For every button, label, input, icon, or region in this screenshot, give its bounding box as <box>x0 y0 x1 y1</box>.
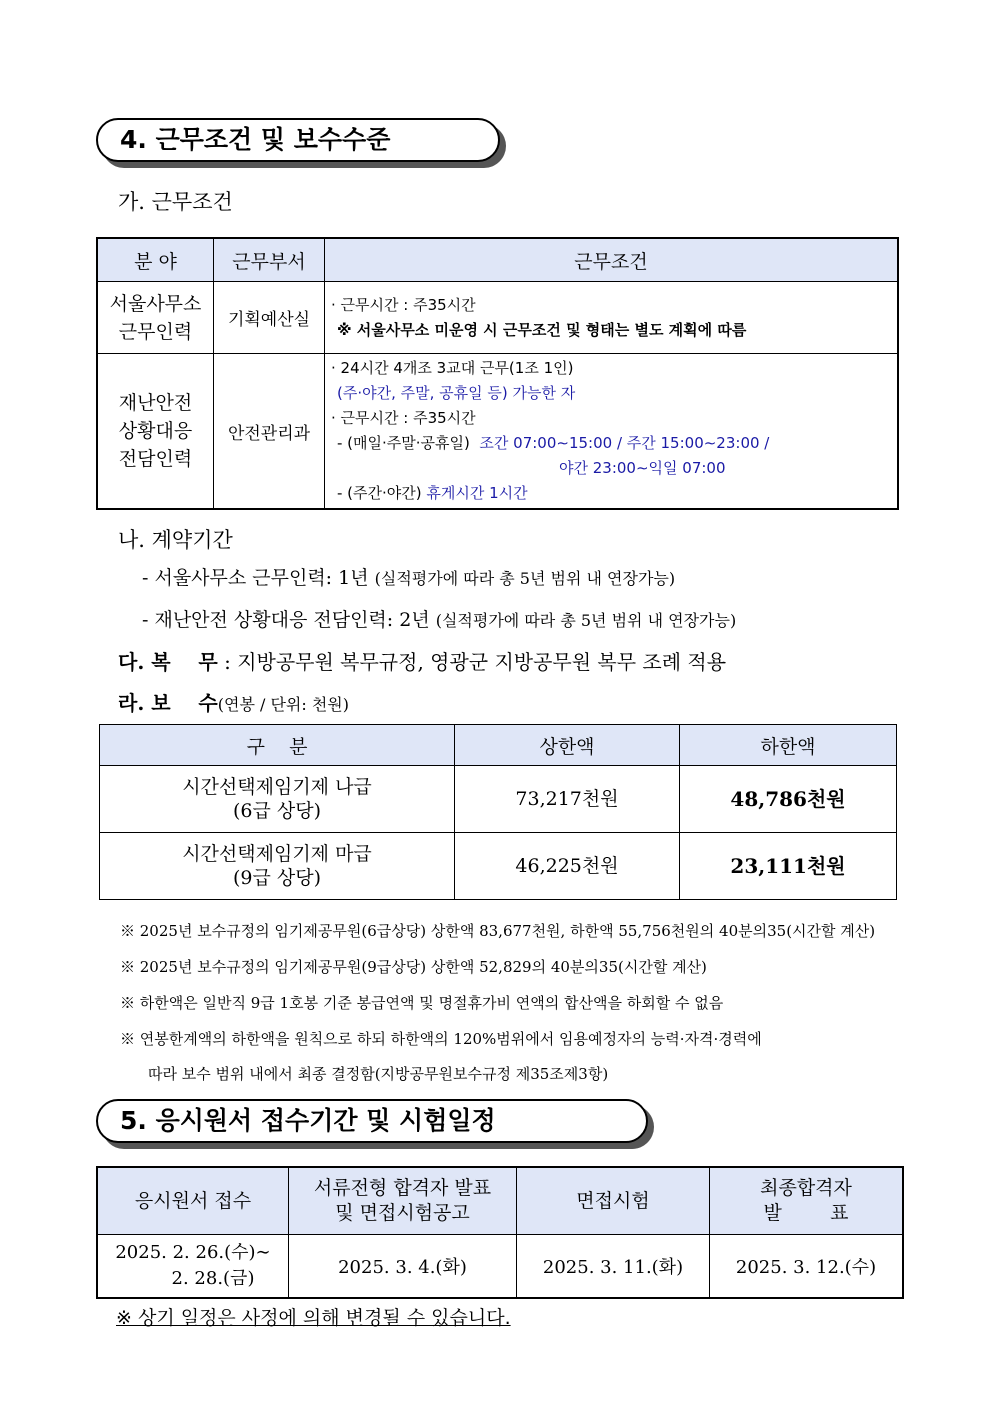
pay-note-3: ※ 하한액은 일반직 9급 1호봉 기준 봉급연액 및 명절휴가비 연액의 합산액을 하회할 수 없음 <box>120 994 724 1012</box>
row1-dept: 기획예산실 <box>214 282 325 354</box>
pay-grade: 시간선택제임기제 마급 (9급 상당) <box>100 833 455 900</box>
pay-lower: 23,111천원 <box>680 833 897 900</box>
schedule-interview-date: 2025. 3. 11.(화) <box>517 1235 710 1299</box>
row2-field: 재난안전 상황대응 전담인력 <box>97 354 214 510</box>
header-dept: 근무부서 <box>214 238 325 282</box>
pay-note-1: ※ 2025년 보수규정의 임기제공무원(6급상당) 상한액 83,677천원, 하한액 55,756천원의 40분의35(시간할 계산) <box>120 922 876 940</box>
pay-header-upper: 상한액 <box>455 725 680 766</box>
section-5-title: 5. 응시원서 접수기간 및 시험일정 <box>96 1099 648 1143</box>
schedule-header-final: 최종합격자 발 표 <box>710 1167 904 1235</box>
schedule-header-document-result: 서류전형 합격자 발표 및 면접시험공고 <box>289 1167 517 1235</box>
pay-upper: 73,217천원 <box>455 766 680 833</box>
subsection-a-title: 가. 근무조건 <box>118 190 233 214</box>
schedule-final-date: 2025. 3. 12.(수) <box>710 1235 904 1299</box>
schedule-header-interview: 면접시험 <box>517 1167 710 1235</box>
pay-note-2: ※ 2025년 보수규정의 임기제공무원(9급상당) 상한액 52,829의 40분의35(시간할 계산) <box>120 958 707 976</box>
pay-row <box>100 833 897 900</box>
row2-conditions: · 24시간 4개조 3교대 근무(1조 1인) (주·야간, 주말, 공휴일 등) 가능한 자 · 근무시간 : 주35시간 - (매일·주말·공휴일) 조간 07:00∼15:00 / 주간 15:00∼23:00 / 야간 23:00∼익일 07:00 - (주간·야간) 휴게시간 1시간 <box>325 354 899 510</box>
pay-header-category: 구 분 <box>100 725 455 766</box>
pay-header-lower: 하한액 <box>680 725 897 766</box>
subsection-b-title: 나. 계약기간 <box>118 528 233 552</box>
pay-grade: 시간선택제임기제 나급 (6급 상당) <box>100 766 455 833</box>
service-rule: 다. 복 무 : 지방공무원 복무규정, 영광군 지방공무원 복무 조례 적용 <box>118 650 727 674</box>
header-conditions: 근무조건 <box>325 238 899 282</box>
contract-item-seoul: - 서울사무소 근무인력: 1년 (실적평가에 따라 총 5년 범위 내 연장가능) <box>142 567 676 589</box>
contract-item-disaster: - 재난안전 상황대응 전담인력: 2년 (실적평가에 따라 총 5년 범위 내 연장가능) <box>142 609 737 631</box>
pay-title: 라. 보 수(연봉 / 단위: 천원) <box>118 691 350 715</box>
pay-note-4: ※ 연봉한계액의 하한액을 원칙으로 하되 하한액의 120%범위에서 임용예정자의 능력·자격·경력에 <box>120 1030 762 1048</box>
pay-lower: 48,786천원 <box>680 766 897 833</box>
row2-dept: 안전관리과 <box>214 354 325 510</box>
pay-table <box>99 724 897 900</box>
schedule-table <box>96 1166 904 1299</box>
section-4-title: 4. 근무조건 및 보수수준 <box>96 118 500 162</box>
pay-upper: 46,225천원 <box>455 833 680 900</box>
schedule-header-application: 응시원서 접수 <box>97 1167 289 1235</box>
schedule-footnote: ※ 상기 일정은 사정에 의해 변경될 수 있습니다. <box>116 1307 511 1329</box>
work-conditions-table <box>96 237 899 510</box>
pay-note-4-cont: 따라 보수 범위 내에서 최종 결정함(지방공무원보수규정 제35조제3항) <box>148 1065 609 1083</box>
row1-field: 서울사무소 근무인력 <box>97 282 214 354</box>
schedule-application-dates: 2025. 2. 26.(수)∼ 2. 28.(금) <box>97 1235 289 1299</box>
pay-row <box>100 766 897 833</box>
schedule-document-result-date: 2025. 3. 4.(화) <box>289 1235 517 1299</box>
header-field: 분 야 <box>97 238 214 282</box>
row1-conditions: · 근무시간 : 주35시간 ※ 서울사무소 미운영 시 근무조건 및 형태는 별도 계획에 따름 <box>325 282 899 354</box>
